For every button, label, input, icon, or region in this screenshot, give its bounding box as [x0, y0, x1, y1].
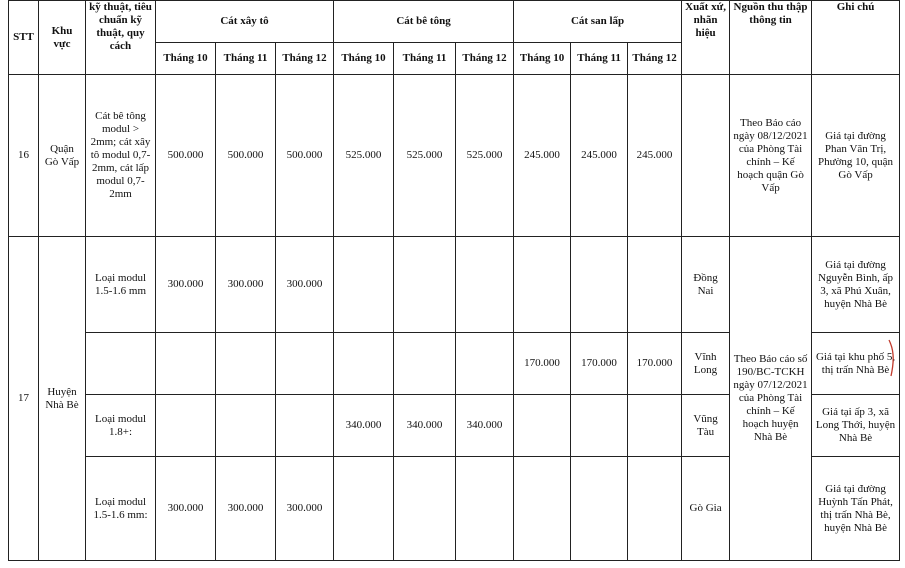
- price-cell: [334, 333, 394, 395]
- ghi-chu-cell: Giá tại đường Nguyễn Bình, ấp 3, xã Phú Xuân, huyện Nhà Bè: [812, 237, 900, 333]
- xuat-xu-cell: Gò Gia: [682, 457, 730, 561]
- price-cell: 340.000: [456, 395, 514, 457]
- month-header: Tháng 12: [628, 43, 682, 75]
- month-header: Tháng 10: [334, 43, 394, 75]
- price-cell: 245.000: [628, 75, 682, 237]
- price-cell: [514, 457, 571, 561]
- price-cell: [456, 333, 514, 395]
- price-cell: 245.000: [571, 75, 628, 237]
- sand-price-table: [8, 0, 900, 561]
- month-header: Tháng 11: [394, 43, 456, 75]
- price-cell: [394, 457, 456, 561]
- ghi-chu-cell: Giá tại đường Huỳnh Tấn Phát, thị trấn Nhà Bè, huyện Nhà Bè: [812, 457, 900, 561]
- ghi-chu-cell: Giá tại ấp 3, xã Long Thới, huyện Nhà Bè: [812, 395, 900, 457]
- price-cell: [571, 237, 628, 333]
- month-header: Tháng 11: [571, 43, 628, 75]
- ghi-chu-cell: Giá tại đường Phan Văn Trị, Phường 10, quận Gò Vấp: [812, 75, 900, 237]
- price-cell: [628, 237, 682, 333]
- nguon-cell: Theo Báo cáo số 190/BC-TCKH ngày 07/12/2021 của Phòng Tài chính – Kế hoạch huyện Nhà Bè: [730, 237, 812, 561]
- price-cell: [276, 395, 334, 457]
- header-ghi-chu: Ghi chú: [812, 1, 900, 75]
- spec-cell: Loại modul 1.8+:: [86, 395, 156, 457]
- header-stt: STT: [9, 1, 39, 75]
- xuat-xu-cell: Vũng Tàu: [682, 395, 730, 457]
- price-cell: [156, 395, 216, 457]
- month-header: Tháng 11: [216, 43, 276, 75]
- price-cell: 170.000: [628, 333, 682, 395]
- price-cell: [628, 457, 682, 561]
- price-cell: [394, 333, 456, 395]
- price-cell: 525.000: [334, 75, 394, 237]
- price-cell: [456, 237, 514, 333]
- header-khu-vuc: Khu vực: [39, 1, 86, 75]
- xuat-xu-cell: Đồng Nai: [682, 237, 730, 333]
- header-cat-san-lap: Cát san lấp: [514, 1, 682, 43]
- header-xuat-xu: Xuất xứ, nhãn hiệu: [682, 1, 730, 75]
- header-nguon: Nguồn thu thập thông tin: [730, 1, 812, 75]
- ghi-chu-cell: Giá tại khu phố 5, thị trấn Nhà Bè: [812, 333, 900, 395]
- price-cell: 300.000: [276, 237, 334, 333]
- price-cell: 170.000: [571, 333, 628, 395]
- stt-cell: 17: [9, 237, 39, 561]
- price-cell: [456, 457, 514, 561]
- price-cell: [514, 237, 571, 333]
- table-row-17-1: [9, 237, 900, 333]
- khu-vuc-cell: Quận Gò Vấp: [39, 75, 86, 237]
- price-cell: [156, 333, 216, 395]
- price-cell: [628, 395, 682, 457]
- price-cell: 245.000: [514, 75, 571, 237]
- price-cell: 340.000: [394, 395, 456, 457]
- price-cell: [216, 395, 276, 457]
- price-cell: 525.000: [394, 75, 456, 237]
- price-cell: 500.000: [276, 75, 334, 237]
- khu-vuc-cell: Huyện Nhà Bè: [39, 237, 86, 561]
- header-row-groups: [9, 1, 900, 43]
- price-cell: [514, 395, 571, 457]
- price-cell: [571, 457, 628, 561]
- month-header: Tháng 10: [514, 43, 571, 75]
- price-cell: 300.000: [156, 237, 216, 333]
- price-cell: 300.000: [276, 457, 334, 561]
- spec-cell: Loại modul 1.5-1.6 mm:: [86, 457, 156, 561]
- price-cell: 300.000: [216, 237, 276, 333]
- price-cell: [216, 333, 276, 395]
- xuat-xu-cell: [682, 75, 730, 237]
- spec-cell: [86, 333, 156, 395]
- month-header: Tháng 12: [456, 43, 514, 75]
- price-cell: [334, 237, 394, 333]
- price-cell: 525.000: [456, 75, 514, 237]
- price-cell: [571, 395, 628, 457]
- xuat-xu-cell: Vĩnh Long: [682, 333, 730, 395]
- price-cell: 300.000: [156, 457, 216, 561]
- spec-cell: Cát bê tông modul > 2mm; cát xây tô modul 0,7-2mm, cát lấp modul 0,7-2mm: [86, 75, 156, 237]
- price-table-page: [8, 0, 899, 563]
- price-cell: 500.000: [216, 75, 276, 237]
- header-tieu-chuan: kỹ thuật, tiêu chuẩn kỹ thuật, quy cách: [86, 1, 156, 75]
- spec-cell: Loại modul 1.5-1.6 mm: [86, 237, 156, 333]
- nguon-cell: Theo Báo cáo ngày 08/12/2021 của Phòng Tài chính – Kế hoạch quận Gò Vấp: [730, 75, 812, 237]
- price-cell: 300.000: [216, 457, 276, 561]
- header-cat-xay-to: Cát xây tô: [156, 1, 334, 43]
- price-cell: 500.000: [156, 75, 216, 237]
- table-row-16: [9, 75, 900, 237]
- stt-cell: 16: [9, 75, 39, 237]
- month-header: Tháng 10: [156, 43, 216, 75]
- header-cat-be-tong: Cát bê tông: [334, 1, 514, 43]
- price-cell: 340.000: [334, 395, 394, 457]
- price-cell: [394, 237, 456, 333]
- price-cell: [334, 457, 394, 561]
- month-header: Tháng 12: [276, 43, 334, 75]
- price-cell: 170.000: [514, 333, 571, 395]
- price-cell: [276, 333, 334, 395]
